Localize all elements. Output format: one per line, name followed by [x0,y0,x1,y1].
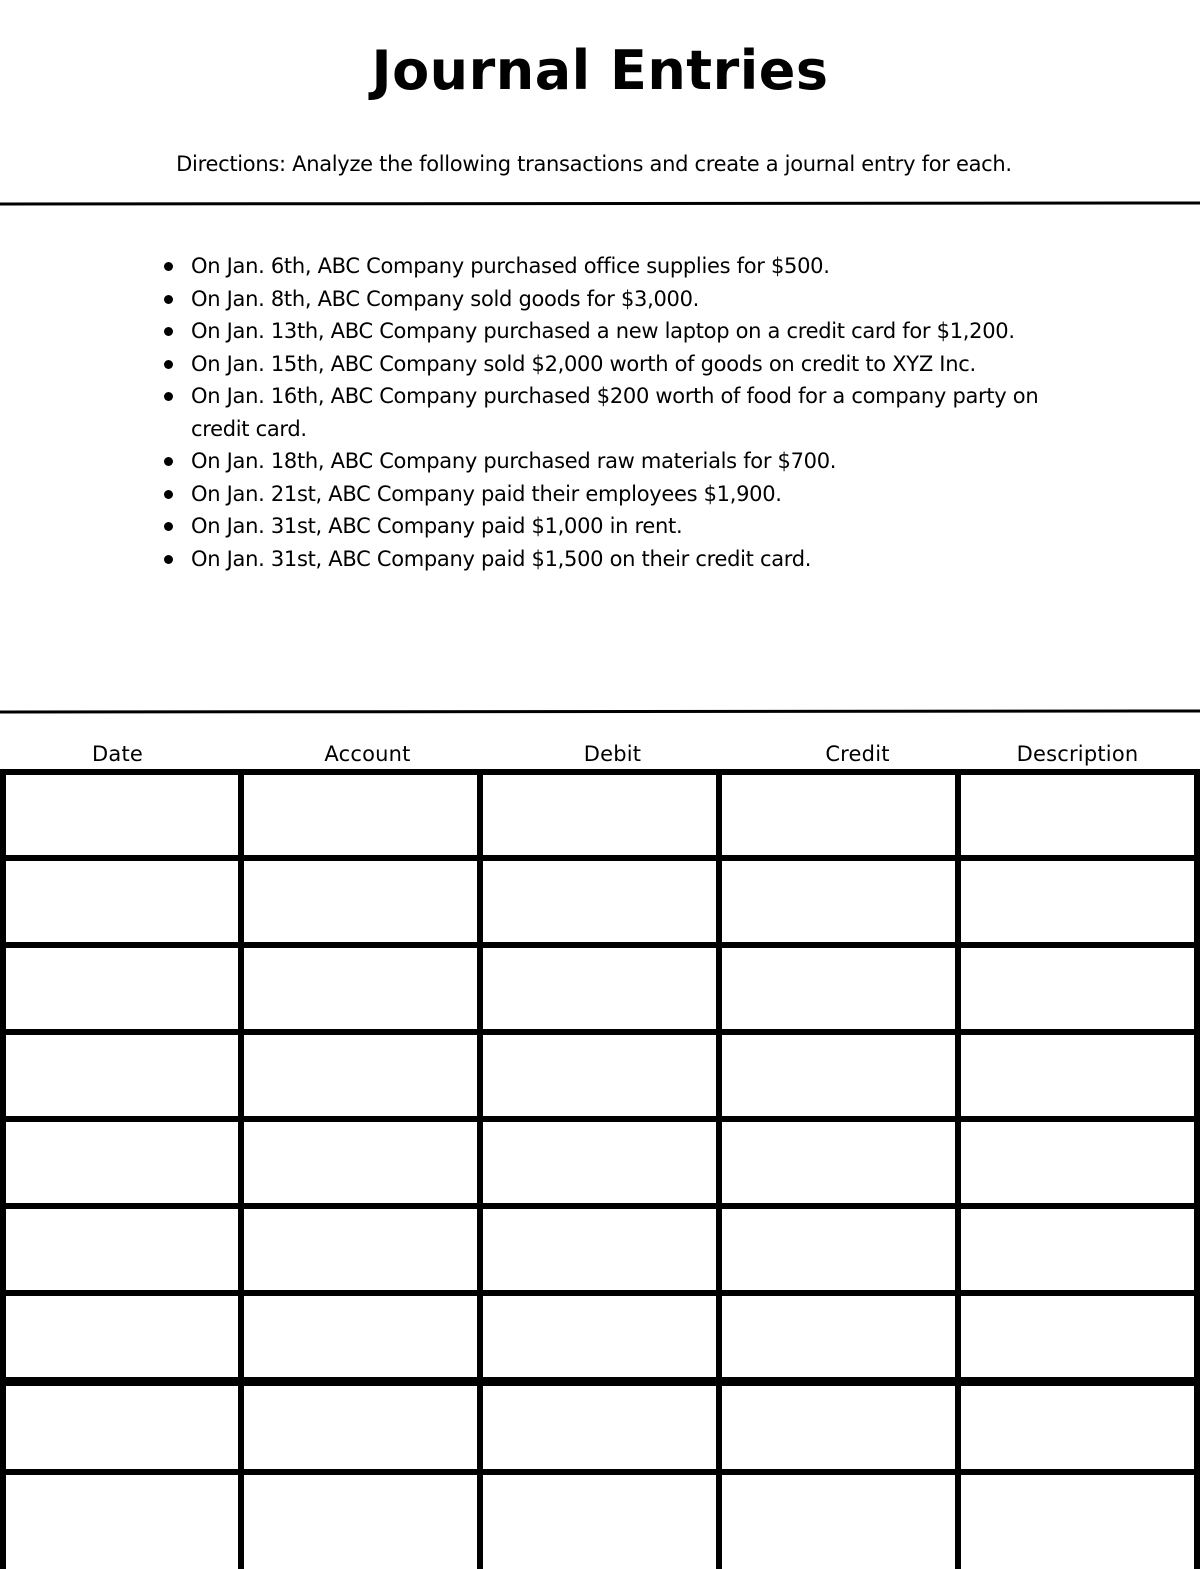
page-title: Journal Entries [371,39,829,102]
table-cell-credit[interactable] [722,1035,955,1116]
table-cell-date[interactable] [6,1035,238,1116]
table-cell-date[interactable] [6,861,238,942]
table-cell-description[interactable] [961,1296,1194,1377]
table-cell-account[interactable] [244,1383,477,1469]
table-cell-date[interactable] [6,775,238,855]
table-cell-debit[interactable] [483,1035,716,1116]
journal-table [0,769,1200,1569]
transaction-item [191,445,1051,478]
directions-text: Directions: Analyze the following transactions and create a journal entry for each. [176,152,1012,176]
table-cell-credit[interactable] [722,861,955,942]
divider-top [0,201,1200,205]
table-cell-date[interactable] [6,1209,238,1290]
transaction-item [191,348,1051,381]
table-cell-debit[interactable] [483,948,716,1029]
transaction-text: On Jan. 15th, ABC Company sold $2,000 worth of goods on credit to XYZ Inc. [191,351,976,376]
divider-bottom [0,709,1200,713]
transaction-item [191,510,1051,543]
transaction-item [191,250,1051,283]
table-cell-account[interactable] [244,1035,477,1116]
transaction-text: On Jan. 8th, ABC Company sold goods for $3,000. [191,286,700,311]
column-header-description: Description [1016,742,1139,766]
table-cell-description[interactable] [961,948,1194,1029]
transaction-text: On Jan. 31st, ABC Company paid $1,000 in rent. [191,514,683,538]
table-cell-account[interactable] [244,1475,477,1569]
table-cell-description[interactable] [961,1475,1194,1569]
table-cell-credit[interactable] [722,1209,955,1290]
column-header-date: Date [92,742,143,766]
table-cell-debit[interactable] [483,1296,716,1377]
bullet-icon [164,360,173,369]
transaction-text: On Jan. 21st, ABC Company paid their employees $1,900. [191,481,782,506]
table-cell-account[interactable] [244,1209,477,1290]
column-header-account: Account [324,742,411,766]
table-cell-date[interactable] [6,1296,238,1377]
table-cell-debit[interactable] [483,1383,716,1469]
transaction-text: On Jan. 6th, ABC Company purchased office supplies for $500. [191,254,830,278]
table-cell-account[interactable] [244,1296,477,1377]
table-cell-description[interactable] [961,861,1194,942]
table-cell-account[interactable] [244,775,477,855]
transaction-item [191,283,1051,316]
bullet-icon [164,327,173,336]
transaction-item [191,478,1051,511]
table-cell-date[interactable] [6,1383,238,1469]
column-header-credit: Credit [825,742,890,766]
bullet-icon [164,295,173,304]
table-cell-debit[interactable] [483,861,716,942]
table-cell-date[interactable] [6,1122,238,1203]
transaction-item [191,315,1051,348]
table-cell-description[interactable] [961,1035,1194,1116]
table-cell-credit[interactable] [722,1122,955,1203]
bullet-icon [164,262,173,271]
bullet-icon [164,555,173,564]
table-cell-credit[interactable] [722,948,955,1029]
transaction-item [191,543,1051,576]
column-header-debit: Debit [583,742,642,766]
table-cell-date[interactable] [6,1475,238,1569]
table-cell-debit[interactable] [483,775,716,855]
bullet-icon [164,457,173,466]
transaction-text: On Jan. 13th, ABC Company purchased a new laptop on a credit card for $1,200. [191,319,1015,343]
table-cell-date[interactable] [6,948,238,1029]
transaction-text: On Jan. 18th, ABC Company purchased raw materials for $700. [191,449,837,473]
table-cell-description[interactable] [961,1122,1194,1203]
table-cell-account[interactable] [244,1122,477,1203]
transaction-text: On Jan. 31st, ABC Company paid $1,500 on their credit card. [191,546,812,571]
table-column-border [1194,769,1200,1569]
table-cell-debit[interactable] [483,1209,716,1290]
table-cell-debit[interactable] [483,1122,716,1203]
bullet-icon [164,490,173,499]
transaction-item [191,380,1051,445]
table-cell-debit[interactable] [483,1475,716,1569]
transactions-list [191,250,1051,575]
table-cell-credit[interactable] [722,1383,955,1469]
table-cell-account[interactable] [244,861,477,942]
table-cell-credit[interactable] [722,1296,955,1377]
transaction-text: On Jan. 16th, ABC Company purchased $200 worth of food for a company party on credit card. [191,384,1039,441]
table-cell-credit[interactable] [722,775,955,855]
table-cell-description[interactable] [961,1209,1194,1290]
table-cell-credit[interactable] [722,1475,955,1569]
bullet-icon [164,522,173,531]
bullet-icon [164,392,173,401]
table-cell-account[interactable] [244,948,477,1029]
table-cell-description[interactable] [961,1383,1194,1469]
table-cell-description[interactable] [961,775,1194,855]
